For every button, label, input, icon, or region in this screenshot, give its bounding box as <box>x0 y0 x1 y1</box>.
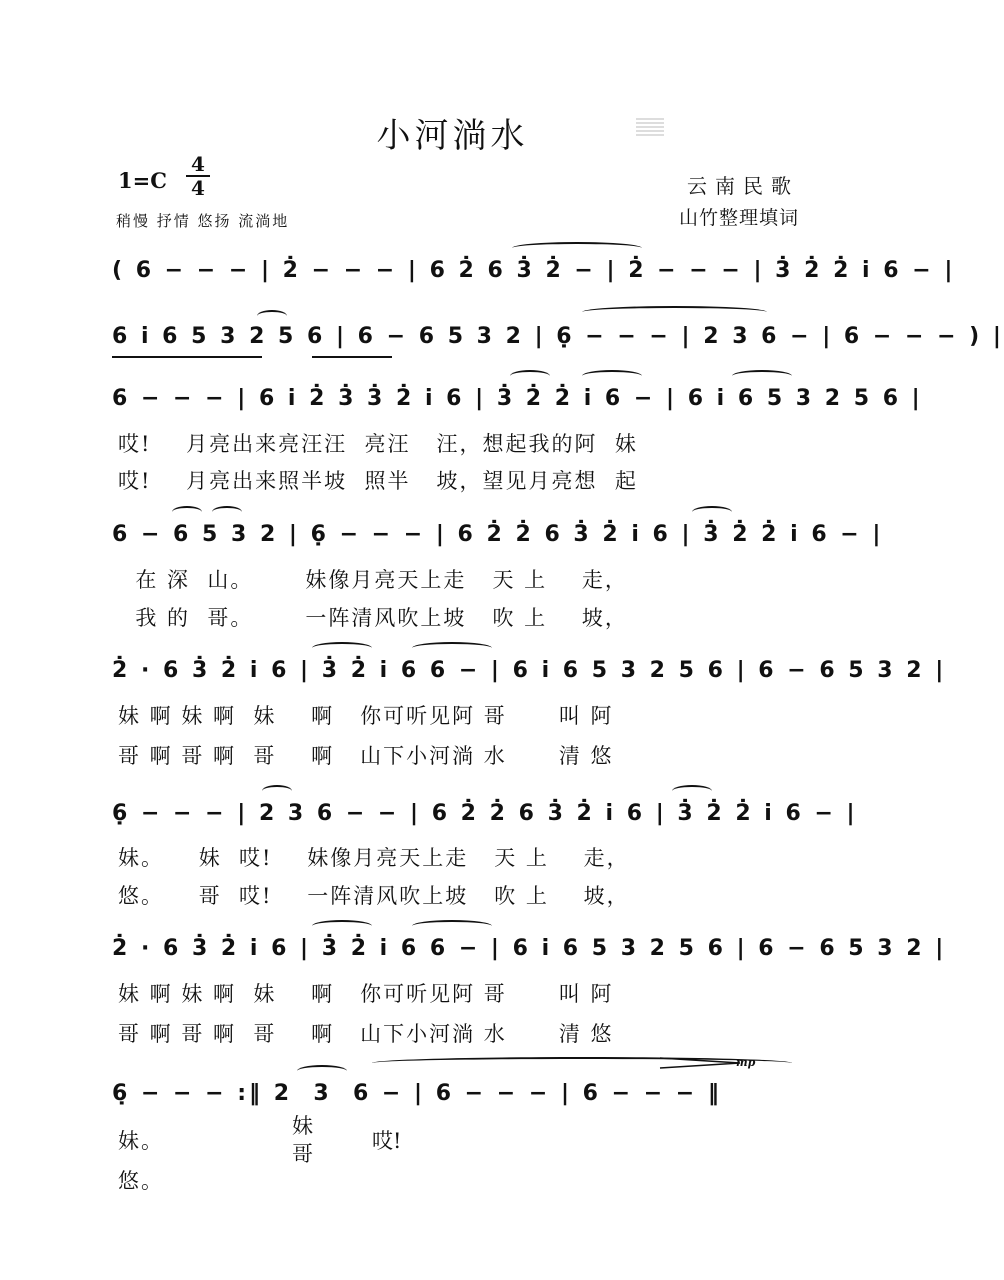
slur <box>512 242 642 254</box>
notation: 2̇ · 6 3̇ 2̇ i 6 | 3̇ 2̇ i 6 6 − | 6 i 6 5 3 2 5 6 | 6 − 6 5 3 2 | <box>112 658 947 683</box>
ending-exclaim: 哎! <box>372 1129 402 1153</box>
lyric-line-6a: 妹。 妹 哎! 妹像月亮天上走 天 上 走， <box>118 846 630 870</box>
dynamic-mark: mp <box>736 1056 756 1069</box>
music-line-2 <box>112 318 1004 362</box>
slur <box>692 506 732 518</box>
lyric-line-4a: 在 深 山。 妹像月亮天上走 天 上 走， <box>118 568 628 592</box>
music-line-8 <box>112 1075 802 1119</box>
beam <box>112 356 262 358</box>
slur <box>297 1065 347 1077</box>
music-line-5 <box>112 652 947 696</box>
song-origin: 云南民歌 <box>687 174 799 198</box>
time-bottom: 4 <box>191 176 205 200</box>
notation: 6̣ − − − | 2 3 6 − − | 6 2̇ 2̇ 6 3̇ 2̇ i 6 | 3̇ 2̇ 2̇ i 6 − | <box>112 801 858 826</box>
time-top: 4 <box>191 152 205 176</box>
slur <box>257 310 287 322</box>
ending-lyric-bottom: 哥 <box>292 1142 313 1166</box>
scan-mark <box>636 118 664 136</box>
slur <box>732 370 792 382</box>
notation: 6 − − − | 6 i 2̇ 3̇ 3̇ 2̇ i 6 | 3̇ 2̇ 2̇ i 6 − | 6 i 6 5 3 2 5 6 | <box>112 386 923 411</box>
lyricist-credit: 山竹整理填词 <box>678 207 799 229</box>
notation: 6 i 6 5 3 2 5 6 | 6 − 6 5 3 2 | 6̣ − − − | 2 3 6 − | 6 − − − ) | <box>112 324 1004 349</box>
lyric-line-4b: 我 的 哥。 一阵清风吹上坡 吹 上 坡， <box>118 606 628 630</box>
lyric-line-6b: 悠。 哥 哎! 一阵清风吹上坡 吹 上 坡， <box>118 884 630 908</box>
beam <box>312 356 392 358</box>
music-line-7 <box>112 930 947 974</box>
slur <box>172 506 202 518</box>
lyric-line-7a: 妹 啊 妹 啊 妹 啊 你可听见阿 哥 叫 阿 <box>118 982 614 1006</box>
slur <box>412 642 492 654</box>
page-title: 小河淌水 <box>376 116 529 156</box>
slur <box>582 306 767 318</box>
notation: ( 6 − − − | 2̇ − − − | 6 2̇ 6 3̇ 2̇ − | 2̇ − − − | 3̇ 2̇ 2̇ i 6 − | <box>112 258 956 283</box>
lyric-line-3a: 哎! 月亮出来亮汪汪 亮汪 汪，想起我的阿 妹 <box>118 432 638 456</box>
slur <box>312 920 372 932</box>
notation: 2̇ · 6 3̇ 2̇ i 6 | 3̇ 2̇ i 6 6 − | 6 i 6 5 3 2 5 6 | 6 − 6 5 3 2 | <box>112 936 947 961</box>
music-line-4 <box>112 516 884 560</box>
lyric-line-5a: 妹 啊 妹 啊 妹 啊 你可听见阿 哥 叫 阿 <box>118 704 614 728</box>
lyric-line-7b: 哥 啊 哥 啊 哥 啊 山下小河淌 水 清 悠 <box>118 1022 614 1046</box>
music-line-3 <box>112 380 923 424</box>
lyric-line-8b: 悠。 <box>118 1169 164 1193</box>
slur <box>312 642 372 654</box>
lyric-line-8a: 妹。 <box>118 1129 164 1153</box>
ending-lyric-top: 妹 <box>292 1114 313 1138</box>
key-signature: 1=C <box>118 168 167 193</box>
lyric-line-5b: 哥 啊 哥 啊 哥 啊 山下小河淌 水 清 悠 <box>118 744 614 768</box>
slur <box>212 506 242 518</box>
slur <box>412 920 492 932</box>
time-signature <box>186 154 210 198</box>
tempo-marking: 稍慢 抒情 悠扬 流淌地 <box>116 212 290 230</box>
music-line-1 <box>112 252 956 296</box>
slur <box>582 370 642 382</box>
slur <box>510 370 550 382</box>
notation: 6 − 6 5 3 2 | 6̣ − − − | 6 2̇ 2̇ 6 3̇ 2̇ i 6 | 3̇ 2̇ 2̇ i 6 − | <box>112 522 884 547</box>
notation: 6̣ − − − :‖ 2 3 6 − | 6 − − − | 6 − − − ‖ <box>112 1081 722 1106</box>
slur <box>262 785 292 797</box>
slur <box>672 785 712 797</box>
lyric-line-3b: 哎! 月亮出来照半坡 照半 坡，望见月亮想 起 <box>118 469 638 493</box>
music-line-6 <box>112 795 858 839</box>
